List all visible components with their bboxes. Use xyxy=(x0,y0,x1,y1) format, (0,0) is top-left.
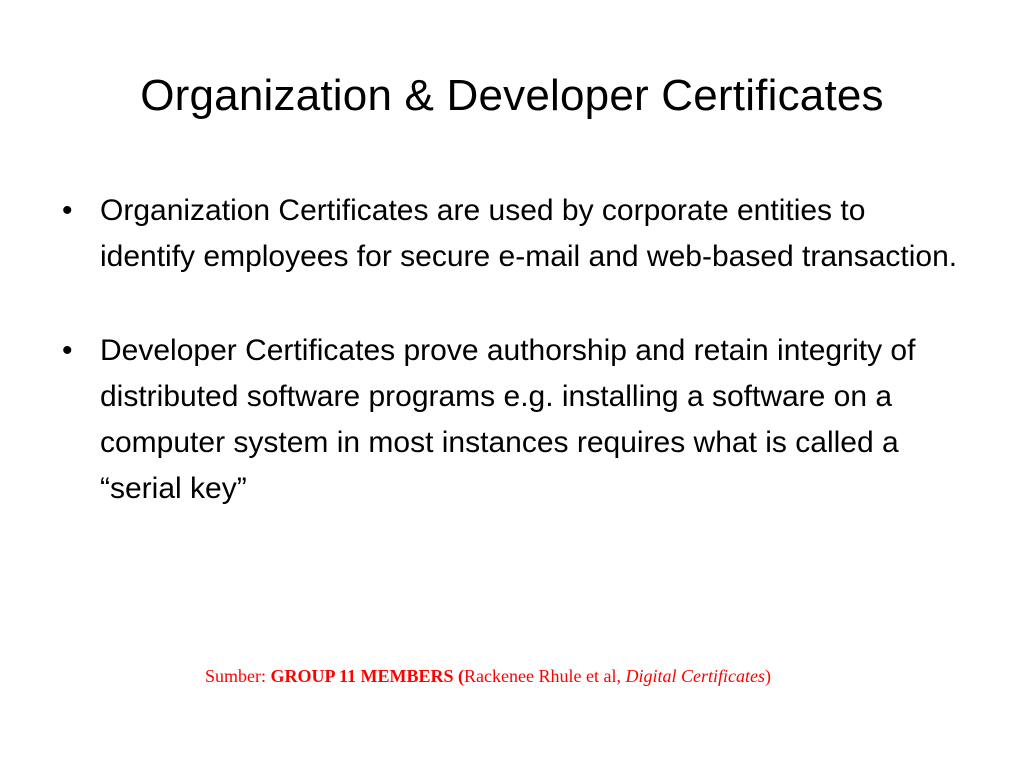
source-group: GROUP 11 MEMBERS xyxy=(270,666,454,686)
slide-title: Organization & Developer Certificates xyxy=(140,71,884,120)
bullet-list xyxy=(62,188,962,512)
source-work-title: Digital Certificates xyxy=(625,666,765,686)
source-citation xyxy=(0,664,976,688)
source-open-paren: ( xyxy=(453,666,465,686)
bullet-text: Organization Certificates are used by corporate entities to identify employees for secure e-mail and web-based transaction. xyxy=(100,194,958,273)
source-author: Rackenee Rhule et al, xyxy=(464,666,626,686)
bullet-text: Developer Certificates prove authorship and retain integrity of distributed software programs e.g. installing a software on a computer system in most instances requires what is called a “serial key” xyxy=(100,334,916,505)
bullet-item-organization-certificates xyxy=(62,188,962,280)
bullet-dot-icon: • xyxy=(62,334,73,367)
bullet-item-developer-certificates xyxy=(62,328,962,512)
source-label: Sumber: xyxy=(205,666,271,686)
bullet-dot-icon: • xyxy=(62,194,73,227)
source-close-paren: ) xyxy=(764,666,771,686)
